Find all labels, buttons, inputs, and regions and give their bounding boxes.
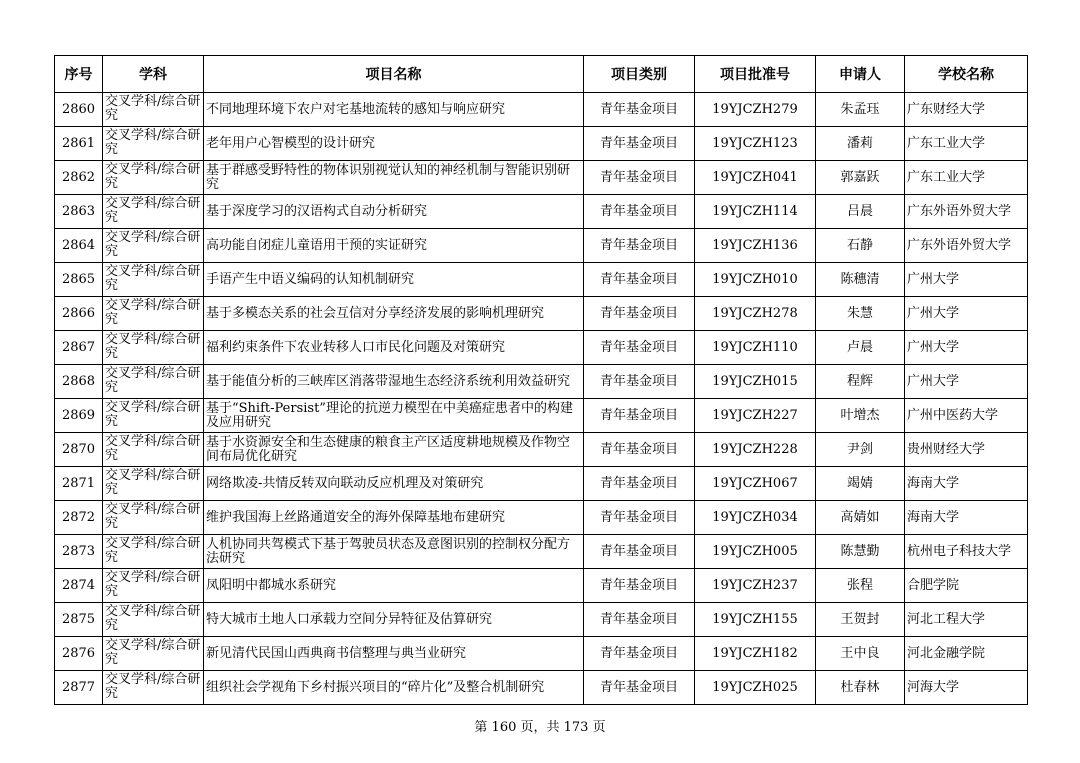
cell-applicant: 张程 — [816, 569, 905, 603]
cell-project-type: 青年基金项目 — [584, 93, 695, 127]
cell-project-type: 青年基金项目 — [584, 467, 695, 501]
cell-subject-cell — [103, 365, 204, 399]
cell-project-name: 特大城市土地人口承载力空间分异特征及估算研究 — [206, 611, 493, 627]
cell-subject: 交叉学科/综合研究 — [105, 162, 201, 191]
cell-project-name: 老年用户心智模型的设计研究 — [206, 135, 376, 151]
table-row — [55, 399, 1028, 433]
cell-project-name-cell — [204, 127, 584, 161]
cell-subject: 交叉学科/综合研究 — [105, 298, 201, 327]
cell-no: 2860 — [55, 93, 103, 127]
cell-subject-cell — [103, 671, 204, 705]
cell-project-name: 基于“Shift-Persist”理论的抗逆力模型在中美癌症患者中的构建及应用研究 — [206, 400, 573, 430]
cell-school: 广州大学 — [907, 271, 960, 287]
cell-approval-number: 19YJCZH136 — [695, 229, 816, 263]
cell-subject-cell — [103, 535, 204, 569]
cell-approval-number: 19YJCZH110 — [695, 331, 816, 365]
cell-school-cell — [905, 365, 1028, 399]
header-applicant: 申请人 — [816, 56, 905, 93]
table-row — [55, 603, 1028, 637]
cell-project-name: 维护我国海上丝路通道安全的海外保障基地布建研究 — [206, 509, 506, 525]
cell-no: 2870 — [55, 433, 103, 467]
cell-subject: 交叉学科/综合研究 — [105, 94, 201, 123]
cell-subject-cell — [103, 331, 204, 365]
cell-subject-cell — [103, 637, 204, 671]
cell-approval-number: 19YJCZH278 — [695, 297, 816, 331]
cell-no: 2861 — [55, 127, 103, 161]
cell-project-type: 青年基金项目 — [584, 229, 695, 263]
cell-project-name: 不同地理环境下农户对宅基地流转的感知与响应研究 — [206, 101, 506, 117]
header-approval-number: 项目批准号 — [695, 56, 816, 93]
header-school: 学校名称 — [905, 56, 1028, 93]
cell-subject: 交叉学科/综合研究 — [105, 638, 201, 667]
table-row — [55, 501, 1028, 535]
cell-subject-cell — [103, 127, 204, 161]
cell-project-name: 基于群感受野特性的物体识别视觉认知的神经机制与智能识别研究 — [206, 162, 571, 192]
cell-applicant: 程辉 — [816, 365, 905, 399]
cell-applicant: 高婧如 — [816, 501, 905, 535]
cell-no: 2867 — [55, 331, 103, 365]
cell-school-cell — [905, 161, 1028, 195]
cell-project-type: 青年基金项目 — [584, 195, 695, 229]
cell-subject-cell — [103, 467, 204, 501]
cell-project-name-cell — [204, 161, 584, 195]
cell-subject: 交叉学科/综合研究 — [105, 434, 201, 463]
cell-applicant: 叶增杰 — [816, 399, 905, 433]
cell-school: 合肥学院 — [907, 577, 960, 593]
cell-project-name-cell — [204, 467, 584, 501]
cell-school-cell — [905, 127, 1028, 161]
cell-project-name: 网络欺凌-共情反转双向联动反应机理及对策研究 — [206, 475, 484, 491]
cell-subject: 交叉学科/综合研究 — [105, 230, 201, 259]
cell-project-type: 青年基金项目 — [584, 501, 695, 535]
header-project-name: 项目名称 — [204, 56, 584, 93]
cell-project-type: 青年基金项目 — [584, 433, 695, 467]
cell-project-name-cell — [204, 603, 584, 637]
cell-school: 海南大学 — [907, 475, 960, 491]
cell-approval-number: 19YJCZH015 — [695, 365, 816, 399]
cell-school: 海南大学 — [907, 509, 960, 525]
cell-no: 2872 — [55, 501, 103, 535]
cell-school: 河北工程大学 — [907, 611, 986, 627]
cell-school: 广州大学 — [907, 339, 960, 355]
cell-applicant: 朱慧 — [816, 297, 905, 331]
cell-subject-cell — [103, 569, 204, 603]
cell-project-name-cell — [204, 297, 584, 331]
cell-subject-cell — [103, 195, 204, 229]
cell-subject-cell — [103, 93, 204, 127]
cell-subject: 交叉学科/综合研究 — [105, 604, 201, 633]
cell-subject-cell — [103, 501, 204, 535]
cell-school: 河海大学 — [907, 679, 960, 695]
table-row — [55, 365, 1028, 399]
cell-approval-number: 19YJCZH228 — [695, 433, 816, 467]
table-row — [55, 671, 1028, 705]
cell-subject: 交叉学科/综合研究 — [105, 400, 201, 429]
cell-approval-number: 19YJCZH041 — [695, 161, 816, 195]
table-row — [55, 637, 1028, 671]
cell-applicant: 潘莉 — [816, 127, 905, 161]
cell-approval-number: 19YJCZH123 — [695, 127, 816, 161]
cell-no: 2874 — [55, 569, 103, 603]
cell-school-cell — [905, 93, 1028, 127]
cell-project-name: 新见清代民国山西典商书信整理与典当业研究 — [206, 645, 467, 661]
cell-approval-number: 19YJCZH010 — [695, 263, 816, 297]
table-row — [55, 161, 1028, 195]
cell-subject-cell — [103, 263, 204, 297]
cell-project-name-cell — [204, 535, 584, 569]
cell-school-cell — [905, 637, 1028, 671]
cell-no: 2877 — [55, 671, 103, 705]
cell-school: 广东外语外贸大学 — [907, 237, 1012, 253]
cell-project-type: 青年基金项目 — [584, 671, 695, 705]
cell-no: 2864 — [55, 229, 103, 263]
cell-school: 广东财经大学 — [907, 101, 986, 117]
cell-project-name-cell — [204, 365, 584, 399]
cell-project-name: 人机协同共驾模式下基于驾驶员状态及意图识别的控制权分配方法研究 — [206, 536, 571, 566]
table-row — [55, 93, 1028, 127]
cell-subject-cell — [103, 399, 204, 433]
cell-approval-number: 19YJCZH182 — [695, 637, 816, 671]
cell-school: 广州中医药大学 — [907, 407, 999, 423]
cell-approval-number: 19YJCZH034 — [695, 501, 816, 535]
cell-no: 2871 — [55, 467, 103, 501]
cell-project-name-cell — [204, 569, 584, 603]
cell-subject: 交叉学科/综合研究 — [105, 332, 201, 361]
table-row — [55, 297, 1028, 331]
page-footer: 第 160 页，共 173 页 — [474, 720, 606, 735]
cell-school-cell — [905, 671, 1028, 705]
cell-subject: 交叉学科/综合研究 — [105, 366, 201, 395]
cell-school-cell — [905, 263, 1028, 297]
cell-approval-number: 19YJCZH067 — [695, 467, 816, 501]
table-row — [55, 263, 1028, 297]
cell-project-type: 青年基金项目 — [584, 331, 695, 365]
cell-approval-number: 19YJCZH155 — [695, 603, 816, 637]
cell-project-name-cell — [204, 501, 584, 535]
cell-no: 2876 — [55, 637, 103, 671]
cell-approval-number: 19YJCZH279 — [695, 93, 816, 127]
cell-project-type: 青年基金项目 — [584, 365, 695, 399]
cell-approval-number: 19YJCZH114 — [695, 195, 816, 229]
cell-subject: 交叉学科/综合研究 — [105, 264, 201, 293]
cell-school: 广东工业大学 — [907, 169, 986, 185]
cell-applicant: 王中良 — [816, 637, 905, 671]
cell-project-type: 青年基金项目 — [584, 161, 695, 195]
cell-school-cell — [905, 569, 1028, 603]
table-row — [55, 535, 1028, 569]
cell-applicant: 卢晨 — [816, 331, 905, 365]
cell-school: 河北金融学院 — [907, 645, 986, 661]
cell-school: 广东工业大学 — [907, 135, 986, 151]
cell-no: 2869 — [55, 399, 103, 433]
cell-approval-number: 19YJCZH005 — [695, 535, 816, 569]
cell-school-cell — [905, 467, 1028, 501]
cell-project-name-cell — [204, 331, 584, 365]
cell-project-name-cell — [204, 399, 584, 433]
cell-school: 广州大学 — [907, 305, 960, 321]
cell-project-type: 青年基金项目 — [584, 127, 695, 161]
cell-project-type: 青年基金项目 — [584, 297, 695, 331]
cell-project-name: 组织社会学视角下乡村振兴项目的“碎片化”及整合机制研究 — [206, 679, 545, 695]
cell-subject: 交叉学科/综合研究 — [105, 196, 201, 225]
cell-applicant: 吕晨 — [816, 195, 905, 229]
cell-subject-cell — [103, 433, 204, 467]
cell-no: 2866 — [55, 297, 103, 331]
project-table — [54, 55, 1028, 705]
cell-project-type: 青年基金项目 — [584, 603, 695, 637]
cell-project-type: 青年基金项目 — [584, 535, 695, 569]
cell-applicant: 陈穗清 — [816, 263, 905, 297]
cell-project-name: 基于多模态关系的社会互信对分享经济发展的影响机理研究 — [206, 305, 545, 321]
table-row — [55, 467, 1028, 501]
cell-applicant: 尹剑 — [816, 433, 905, 467]
cell-project-name: 高功能自闭症儿童语用干预的实证研究 — [206, 237, 428, 253]
cell-school: 广州大学 — [907, 373, 960, 389]
cell-no: 2868 — [55, 365, 103, 399]
cell-project-name-cell — [204, 93, 584, 127]
cell-school-cell — [905, 433, 1028, 467]
cell-project-type: 青年基金项目 — [584, 637, 695, 671]
cell-school: 广东外语外贸大学 — [907, 203, 1012, 219]
cell-school-cell — [905, 535, 1028, 569]
cell-subject-cell — [103, 161, 204, 195]
cell-project-type: 青年基金项目 — [584, 399, 695, 433]
cell-project-name: 基于深度学习的汉语构式自动分析研究 — [206, 203, 428, 219]
cell-no: 2863 — [55, 195, 103, 229]
cell-school-cell — [905, 603, 1028, 637]
cell-project-name-cell — [204, 229, 584, 263]
cell-school: 杭州电子科技大学 — [907, 543, 1012, 559]
cell-applicant: 竭婧 — [816, 467, 905, 501]
cell-subject-cell — [103, 603, 204, 637]
cell-project-name: 手语产生中语义编码的认知机制研究 — [206, 271, 415, 287]
cell-applicant: 王贺封 — [816, 603, 905, 637]
cell-applicant: 石静 — [816, 229, 905, 263]
cell-project-name-cell — [204, 637, 584, 671]
cell-project-type: 青年基金项目 — [584, 569, 695, 603]
cell-school-cell — [905, 195, 1028, 229]
cell-no: 2873 — [55, 535, 103, 569]
cell-approval-number: 19YJCZH227 — [695, 399, 816, 433]
cell-project-name-cell — [204, 263, 584, 297]
cell-subject-cell — [103, 229, 204, 263]
cell-applicant: 郭嘉跃 — [816, 161, 905, 195]
cell-school-cell — [905, 229, 1028, 263]
cell-project-name: 福利约束条件下农业转移人口市民化问题及对策研究 — [206, 339, 506, 355]
cell-applicant: 陈慧勤 — [816, 535, 905, 569]
cell-school-cell — [905, 399, 1028, 433]
cell-project-name-cell — [204, 195, 584, 229]
table-row — [55, 229, 1028, 263]
cell-project-name: 凤阳明中都城水系研究 — [206, 577, 337, 593]
table-row — [55, 433, 1028, 467]
header-project-type: 项目类别 — [584, 56, 695, 93]
table-row — [55, 127, 1028, 161]
cell-subject: 交叉学科/综合研究 — [105, 128, 201, 157]
cell-project-name-cell — [204, 433, 584, 467]
table-row — [55, 331, 1028, 365]
cell-school-cell — [905, 501, 1028, 535]
cell-no: 2875 — [55, 603, 103, 637]
header-no: 序号 — [55, 56, 103, 93]
table-row — [55, 195, 1028, 229]
cell-approval-number: 19YJCZH025 — [695, 671, 816, 705]
cell-approval-number: 19YJCZH237 — [695, 569, 816, 603]
cell-applicant: 朱孟珏 — [816, 93, 905, 127]
cell-applicant: 杜春林 — [816, 671, 905, 705]
cell-project-type: 青年基金项目 — [584, 263, 695, 297]
cell-subject: 交叉学科/综合研究 — [105, 536, 201, 565]
cell-project-name: 基于水资源安全和生态健康的粮食主产区适度耕地规模及作物空间布局优化研究 — [206, 434, 571, 464]
cell-project-name-cell — [204, 671, 584, 705]
cell-school-cell — [905, 331, 1028, 365]
table-body — [55, 93, 1028, 705]
cell-school: 贵州财经大学 — [907, 441, 986, 457]
cell-subject: 交叉学科/综合研究 — [105, 570, 201, 599]
table-row — [55, 569, 1028, 603]
cell-project-name: 基于能值分析的三峡库区消落带湿地生态经济系统利用效益研究 — [206, 373, 571, 389]
table-header-row — [55, 56, 1028, 93]
cell-subject: 交叉学科/综合研究 — [105, 502, 201, 531]
cell-school-cell — [905, 297, 1028, 331]
cell-no: 2862 — [55, 161, 103, 195]
cell-no: 2865 — [55, 263, 103, 297]
cell-subject: 交叉学科/综合研究 — [105, 468, 201, 497]
cell-subject: 交叉学科/综合研究 — [105, 672, 201, 701]
cell-subject-cell — [103, 297, 204, 331]
header-subject: 学科 — [103, 56, 204, 93]
